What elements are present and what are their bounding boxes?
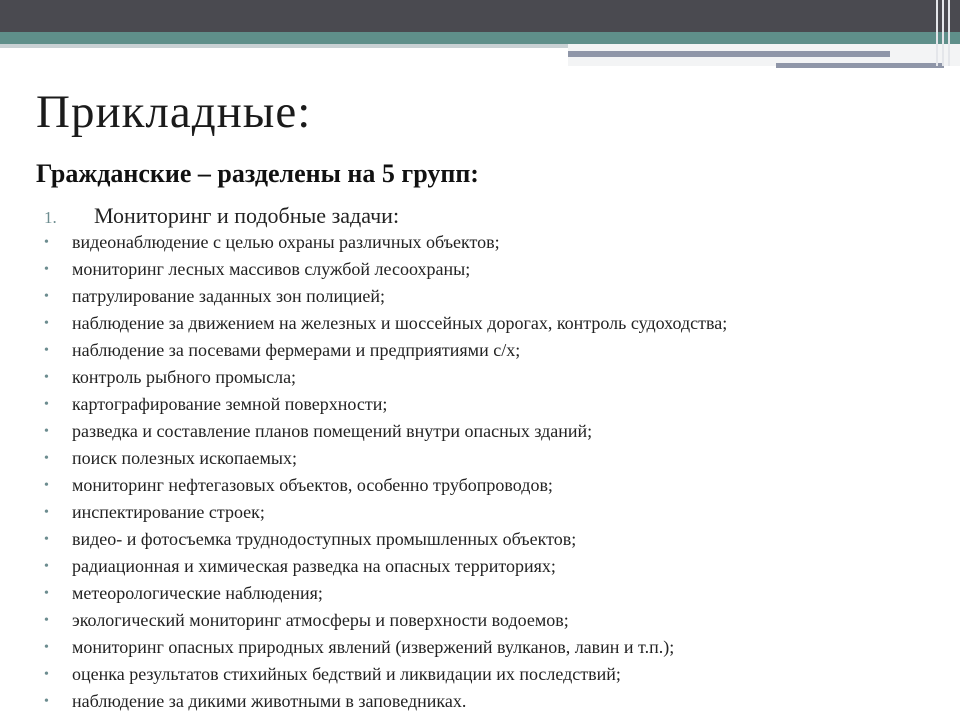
bullet-icon: • bbox=[44, 451, 49, 466]
bullet-icon: • bbox=[44, 424, 49, 439]
list-item bbox=[44, 310, 727, 337]
teal-stripe bbox=[0, 32, 960, 44]
list-item-text: видеонаблюдение с целью охраны различных объектов; bbox=[72, 232, 500, 252]
list-item bbox=[44, 499, 727, 526]
bullet-icon: • bbox=[44, 478, 49, 493]
bullet-icon: • bbox=[44, 316, 49, 331]
list-item bbox=[44, 337, 727, 364]
list-item bbox=[44, 229, 727, 256]
list-item-text: наблюдение за движением на железных и шоссейных дорогах, контроль судоходства; bbox=[72, 313, 728, 333]
bullet-icon: • bbox=[44, 667, 49, 682]
bullet-icon: • bbox=[44, 640, 49, 655]
bullet-list bbox=[44, 229, 727, 715]
list-item-text: мониторинг опасных природных явлений (извержений вулканов, лавин и т.п.); bbox=[72, 637, 675, 657]
list-item-text: контроль рыбного промысла; bbox=[72, 367, 297, 387]
list-item bbox=[44, 688, 727, 715]
list-item bbox=[44, 364, 727, 391]
list-item bbox=[44, 256, 727, 283]
list-item-text: картографирование земной поверхности; bbox=[72, 394, 388, 414]
list-item-text: поиск полезных ископаемых; bbox=[72, 448, 297, 468]
list-item bbox=[44, 526, 727, 553]
list-item-text: патрулирование заданных зон полицией; bbox=[72, 286, 385, 306]
list-item-text: радиационная и химическая разведка на опасных территориях; bbox=[72, 556, 556, 576]
group-number: 1. bbox=[44, 208, 57, 227]
deco-bar-lower bbox=[776, 63, 944, 68]
bullet-icon: • bbox=[44, 532, 49, 547]
bullet-icon: • bbox=[44, 559, 49, 574]
list-item-text: наблюдение за дикими животными в заповедниках. bbox=[72, 691, 467, 711]
list-item-text: метеорологические наблюдения; bbox=[72, 583, 323, 603]
list-item bbox=[44, 445, 727, 472]
list-item-text: видео- и фотосъемка труднодоступных промышленных объектов; bbox=[72, 529, 577, 549]
deco-vline-3 bbox=[948, 0, 950, 66]
list-item bbox=[44, 283, 727, 310]
deco-vline-2 bbox=[942, 0, 944, 66]
list-item-text: мониторинг нефтегазовых объектов, особенно трубопроводов; bbox=[72, 475, 553, 495]
list-item bbox=[44, 607, 727, 634]
list-item-text: разведка и составление планов помещений внутри опасных зданий; bbox=[72, 421, 593, 441]
bullet-icon: • bbox=[44, 289, 49, 304]
group-label: Мониторинг и подобные задачи: bbox=[94, 203, 400, 228]
bullet-icon: • bbox=[44, 262, 49, 277]
list-item bbox=[44, 391, 727, 418]
bullet-icon: • bbox=[44, 235, 49, 250]
list-item-text: оценка результатов стихийных бедствий и ликвидации их последствий; bbox=[72, 664, 621, 684]
list-item bbox=[44, 580, 727, 607]
bullet-icon: • bbox=[44, 370, 49, 385]
list-item bbox=[44, 472, 727, 499]
slide-subtitle: Гражданские – разделены на 5 групп: bbox=[36, 159, 479, 188]
bullet-icon: • bbox=[44, 397, 49, 412]
bullet-icon: • bbox=[44, 505, 49, 520]
bullet-icon: • bbox=[44, 613, 49, 628]
list-item-text: инспектирование строек; bbox=[72, 502, 265, 522]
bullet-icon: • bbox=[44, 586, 49, 601]
deco-bar-upper bbox=[568, 51, 890, 57]
list-item bbox=[44, 418, 727, 445]
list-item-text: мониторинг лесных массивов службой лесоохраны; bbox=[72, 259, 471, 279]
bullet-icon: • bbox=[44, 343, 49, 358]
list-item bbox=[44, 553, 727, 580]
list-item-text: наблюдение за посевами фермерами и предприятиями с/х; bbox=[72, 340, 521, 360]
list-item bbox=[44, 634, 727, 661]
deco-vline-1 bbox=[936, 0, 938, 66]
slide-title: Прикладные: bbox=[36, 86, 312, 138]
header-band bbox=[0, 0, 960, 32]
bullet-icon: • bbox=[44, 694, 49, 709]
list-item-text: экологический мониторинг атмосферы и поверхности водоемов; bbox=[72, 610, 569, 630]
header-shadow bbox=[0, 44, 568, 48]
list-item bbox=[44, 661, 727, 688]
